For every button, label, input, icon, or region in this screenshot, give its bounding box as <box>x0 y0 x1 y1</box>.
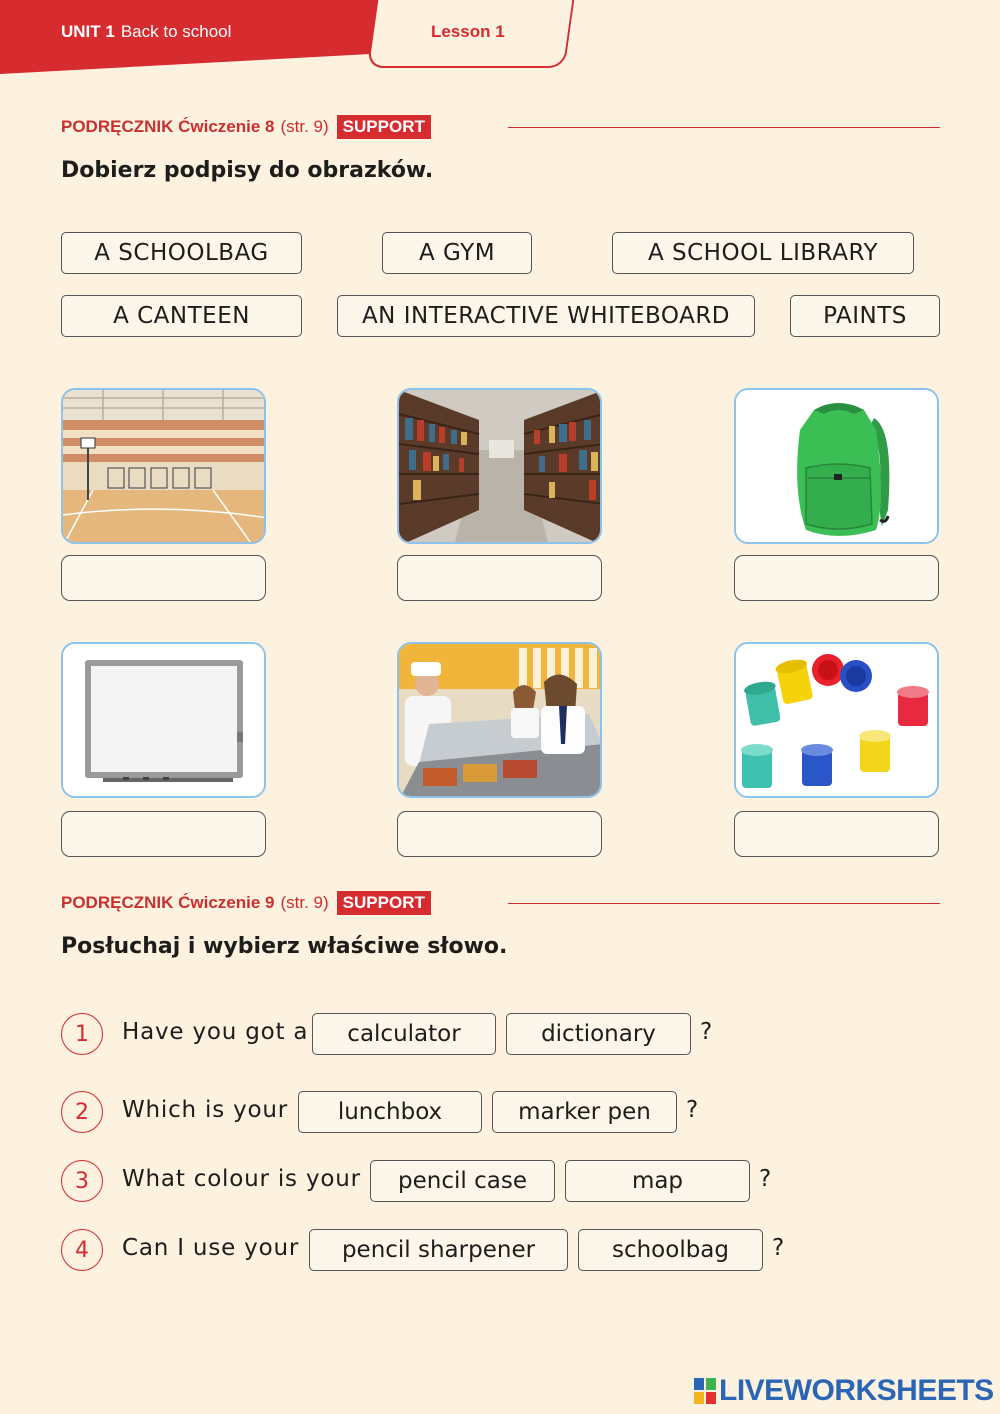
question-text-1: Have you got a <box>122 1019 309 1045</box>
paints-image <box>736 644 939 798</box>
word-chip-gym[interactable]: A GYM <box>382 232 532 274</box>
option-calculator[interactable]: calculator <box>312 1013 496 1055</box>
question-number-1: 1 <box>61 1013 103 1055</box>
unit-label <box>61 22 231 42</box>
option-pencil-sharpener[interactable]: pencil sharpener <box>309 1229 568 1271</box>
word-chip-interactive-whiteboard[interactable]: AN INTERACTIVE WHITEBOARD <box>337 295 755 337</box>
picture-gym <box>61 388 266 544</box>
question-mark-1: ? <box>700 1019 713 1045</box>
liveworksheets-logo <box>694 1374 994 1408</box>
question-mark-2: ? <box>686 1097 699 1123</box>
lesson-label: Lesson 1 <box>431 22 505 41</box>
word-chip-canteen[interactable]: A CANTEEN <box>61 295 302 337</box>
answer-box-4[interactable] <box>61 811 266 857</box>
exercise8-support-badge: SUPPORT <box>337 115 431 139</box>
picture-schoolbag <box>734 388 939 544</box>
question-mark-4: ? <box>772 1235 785 1261</box>
word-chip-paints[interactable]: PAINTS <box>790 295 940 337</box>
picture-canteen <box>397 642 602 798</box>
exercise9-source: PODRĘCZNIK Ćwiczenie 9 <box>61 893 275 912</box>
exercise8-instruction: Dobierz podpisy do obrazków. <box>61 158 434 183</box>
exercise8-header <box>61 114 431 140</box>
answer-box-5[interactable] <box>397 811 602 857</box>
unit-title: Back to school <box>120 22 232 41</box>
question-number-4: 4 <box>61 1229 103 1271</box>
option-schoolbag[interactable]: schoolbag <box>578 1229 763 1271</box>
picture-interactive-whiteboard <box>61 642 266 798</box>
question-number-2: 2 <box>61 1091 103 1133</box>
word-chip-school-library[interactable]: A SCHOOL LIBRARY <box>612 232 914 274</box>
exercise9-header <box>61 890 431 916</box>
option-marker-pen[interactable]: marker pen <box>492 1091 677 1133</box>
option-map[interactable]: map <box>565 1160 750 1202</box>
question-text-2: Which is your <box>122 1097 289 1123</box>
option-lunchbox[interactable]: lunchbox <box>298 1091 482 1133</box>
answer-box-6[interactable] <box>734 811 939 857</box>
question-mark-3: ? <box>759 1166 772 1192</box>
exercise9-support-badge: SUPPORT <box>337 891 431 915</box>
whiteboard-image <box>63 644 266 798</box>
picture-paints <box>734 642 939 798</box>
answer-box-3[interactable] <box>734 555 939 601</box>
word-chip-schoolbag[interactable]: A SCHOOLBAG <box>61 232 302 274</box>
logo-text: LIVEWORKSHEETS <box>719 1374 994 1407</box>
option-dictionary[interactable]: dictionary <box>506 1013 691 1055</box>
library-image <box>399 390 602 544</box>
unit-number: UNIT 1 <box>61 22 115 41</box>
option-pencil-case[interactable]: pencil case <box>370 1160 555 1202</box>
exercise9-instruction: Posłuchaj i wybierz właściwe słowo. <box>61 934 508 959</box>
answer-box-1[interactable] <box>61 555 266 601</box>
schoolbag-image <box>736 390 939 544</box>
picture-school-library <box>397 388 602 544</box>
logo-mark-icon <box>694 1378 716 1404</box>
exercise8-rule <box>508 127 940 128</box>
exercise8-page: (str. 9) <box>280 117 329 136</box>
question-number-3: 3 <box>61 1160 103 1202</box>
gym-image <box>63 390 266 544</box>
answer-box-2[interactable] <box>397 555 602 601</box>
canteen-image <box>399 644 602 798</box>
exercise8-source: PODRĘCZNIK Ćwiczenie 8 <box>61 117 275 136</box>
question-text-3: What colour is your <box>122 1166 361 1192</box>
exercise9-page: (str. 9) <box>280 893 329 912</box>
exercise9-rule <box>508 903 940 904</box>
question-text-4: Can I use your <box>122 1235 300 1261</box>
